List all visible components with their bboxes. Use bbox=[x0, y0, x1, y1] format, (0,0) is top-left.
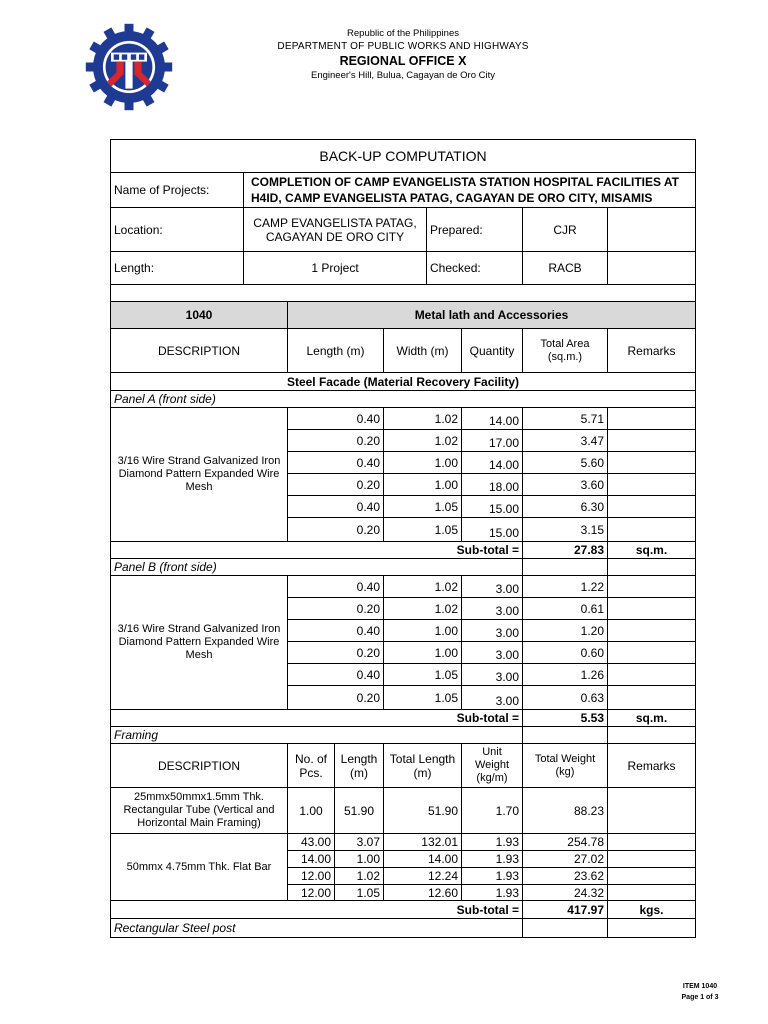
panel-b-qty: 3.00 bbox=[461, 597, 523, 620]
panel-b-remarks bbox=[607, 685, 696, 710]
panel-b-length: 0.20 bbox=[287, 597, 384, 620]
prepared-value: CJR bbox=[522, 207, 608, 252]
panel-b-label: Panel B (front side) bbox=[110, 558, 523, 576]
post-blank bbox=[607, 918, 696, 938]
panel-b-subtotal: 5.53 bbox=[522, 709, 608, 727]
panel-a-qty: 14.00 bbox=[461, 407, 523, 430]
computation-sheet bbox=[110, 139, 696, 939]
tube-unit-weight: 1.70 bbox=[461, 787, 523, 834]
panel-a-length: 0.20 bbox=[287, 517, 384, 542]
flatbar-total-length: 14.00 bbox=[383, 850, 462, 868]
flatbar-pcs: 12.00 bbox=[287, 867, 335, 885]
panel-b-qty: 3.00 bbox=[461, 685, 523, 710]
flatbar-pcs: 14.00 bbox=[287, 850, 335, 868]
section-title: Steel Facade (Material Recovery Facility) bbox=[110, 372, 696, 391]
panel-a-remarks bbox=[607, 451, 696, 474]
panel-b-description: 3/16 Wire Strand Galvanized Iron Diamond Pattern Expanded Wire Mesh bbox=[110, 575, 288, 710]
panel-a-remarks bbox=[607, 429, 696, 452]
flatbar-description: 50mmx 4.75mm Thk. Flat Bar bbox=[110, 833, 288, 901]
framing-subtotal: 417.97 bbox=[522, 900, 608, 919]
tube-total-weight: 88.23 bbox=[522, 787, 608, 834]
location-value: CAMP EVANGELISTA PATAG, CAGAYAN DE ORO CITY bbox=[243, 207, 427, 252]
panel-b-area: 0.60 bbox=[522, 641, 608, 664]
panel-b-area: 1.26 bbox=[522, 663, 608, 686]
panel-a-qty: 14.00 bbox=[461, 451, 523, 474]
framing-label-blank bbox=[607, 726, 696, 744]
panel-b-width: 1.00 bbox=[383, 619, 462, 642]
panel-b-qty: 3.00 bbox=[461, 575, 523, 598]
panel-b-length: 0.40 bbox=[287, 619, 384, 642]
letterhead bbox=[230, 28, 576, 82]
panel-b-length: 0.20 bbox=[287, 685, 384, 710]
prepared-label: Prepared: bbox=[426, 207, 523, 252]
framing-col-total-length: Total Length (m) bbox=[383, 743, 462, 788]
flatbar-length: 1.02 bbox=[334, 867, 384, 885]
panel-a-width: 1.05 bbox=[383, 495, 462, 518]
footer-item: ITEM 1040 bbox=[682, 983, 718, 990]
col-remarks: Remarks bbox=[607, 328, 696, 373]
panel-a-length: 0.20 bbox=[287, 429, 384, 452]
panel-b-remarks bbox=[607, 619, 696, 642]
name-label: Name of Projects: bbox=[110, 172, 244, 208]
framing-label-blank bbox=[522, 726, 608, 744]
flatbar-pcs: 12.00 bbox=[287, 884, 335, 901]
panel-a-description: 3/16 Wire Strand Galvanized Iron Diamond Pattern Expanded Wire Mesh bbox=[110, 407, 288, 542]
checked-label: Checked: bbox=[426, 251, 523, 285]
spacer-row bbox=[110, 284, 696, 302]
framing-col-unit-weight: Unit Weight (kg/m) bbox=[461, 743, 523, 788]
flatbar-unit-weight: 1.93 bbox=[461, 833, 523, 851]
flatbar-length: 1.00 bbox=[334, 850, 384, 868]
flatbar-remarks bbox=[607, 884, 696, 901]
flatbar-total-length: 12.24 bbox=[383, 867, 462, 885]
panel-a-qty: 15.00 bbox=[461, 495, 523, 518]
tube-total-length: 51.90 bbox=[383, 787, 462, 834]
panel-a-width: 1.02 bbox=[383, 429, 462, 452]
panel-b-width: 1.00 bbox=[383, 641, 462, 664]
col-length: Length (m) bbox=[287, 328, 384, 373]
flatbar-total-weight: 254.78 bbox=[522, 833, 608, 851]
project-name: COMPLETION OF CAMP EVANGELISTA STATION HOSPITAL FACILITIES AT H4ID, CAMP EVANGELISTA PATAG, CAGAYAN DE ORO CITY, MISAMIS bbox=[243, 172, 696, 208]
flatbar-remarks bbox=[607, 850, 696, 868]
flatbar-unit-weight: 1.93 bbox=[461, 884, 523, 901]
panel-b-qty: 3.00 bbox=[461, 641, 523, 664]
panel-a-width: 1.05 bbox=[383, 517, 462, 542]
panel-a-remarks bbox=[607, 495, 696, 518]
panel-a-subtotal: 27.83 bbox=[522, 541, 608, 559]
panel-a-length: 0.40 bbox=[287, 451, 384, 474]
panel-b-width: 1.02 bbox=[383, 575, 462, 598]
framing-col-pcs: No. of Pcs. bbox=[287, 743, 335, 788]
flatbar-total-length: 12.60 bbox=[383, 884, 462, 901]
panel-b-area: 0.63 bbox=[522, 685, 608, 710]
flatbar-length: 3.07 bbox=[334, 833, 384, 851]
page-footer bbox=[670, 981, 730, 1003]
item-code: 1040 bbox=[110, 301, 288, 329]
flatbar-unit-weight: 1.93 bbox=[461, 867, 523, 885]
prepared-extra bbox=[607, 207, 696, 252]
panel-a-width: 1.00 bbox=[383, 473, 462, 496]
panel-a-length: 0.40 bbox=[287, 407, 384, 430]
panel-a-area: 3.15 bbox=[522, 517, 608, 542]
col-width: Width (m) bbox=[383, 328, 462, 373]
flatbar-total-weight: 24.32 bbox=[522, 884, 608, 901]
flatbar-length: 1.05 bbox=[334, 884, 384, 901]
tube-remarks bbox=[607, 787, 696, 834]
panel-b-width: 1.05 bbox=[383, 685, 462, 710]
panel-a-remarks bbox=[607, 473, 696, 496]
panel-b-length: 0.40 bbox=[287, 575, 384, 598]
panel-b-width: 1.05 bbox=[383, 663, 462, 686]
panel-a-area: 3.60 bbox=[522, 473, 608, 496]
framing-unit: kgs. bbox=[607, 900, 696, 919]
panel-a-area: 6.30 bbox=[522, 495, 608, 518]
panel-a-remarks bbox=[607, 407, 696, 430]
flatbar-unit-weight: 1.93 bbox=[461, 850, 523, 868]
post-label: Rectangular Steel post bbox=[110, 918, 523, 938]
panel-b-length: 0.20 bbox=[287, 641, 384, 664]
panel-a-unit: sq.m. bbox=[607, 541, 696, 559]
flatbar-total-weight: 27.02 bbox=[522, 850, 608, 868]
flatbar-remarks bbox=[607, 833, 696, 851]
col-quantity: Quantity bbox=[461, 328, 523, 373]
panel-b-width: 1.02 bbox=[383, 597, 462, 620]
framing-col-remarks: Remarks bbox=[607, 743, 696, 788]
length-value: 1 Project bbox=[243, 251, 427, 285]
post-blank bbox=[522, 918, 608, 938]
panel-b-length: 0.40 bbox=[287, 663, 384, 686]
panel-b-area: 1.22 bbox=[522, 575, 608, 598]
department-text: DEPARTMENT OF PUBLIC WORKS AND HIGHWAYS bbox=[277, 41, 529, 52]
panel-b-qty: 3.00 bbox=[461, 663, 523, 686]
panel-b-area: 0.61 bbox=[522, 597, 608, 620]
panel-a-length: 0.40 bbox=[287, 495, 384, 518]
location-label: Location: bbox=[110, 207, 244, 252]
republic-text: Republic of the Philippines bbox=[347, 28, 459, 39]
panel-a-width: 1.00 bbox=[383, 451, 462, 474]
tube-description: 25mmx50mmx1.5mm Thk. Rectangular Tube (Vertical and Horizontal Main Framing) bbox=[110, 787, 288, 834]
panel-a-width: 1.02 bbox=[383, 407, 462, 430]
panel-b-remarks bbox=[607, 663, 696, 686]
col-total-area: Total Area (sq.m.) bbox=[522, 328, 608, 373]
tube-length: 51.90 bbox=[334, 787, 384, 834]
address-text: Engineer's Hill, Bulua, Cagayan de Oro City bbox=[311, 70, 495, 81]
panel-b-remarks bbox=[607, 597, 696, 620]
flatbar-total-length: 132.01 bbox=[383, 833, 462, 851]
panel-a-qty: 15.00 bbox=[461, 517, 523, 542]
panel-b-label-blank bbox=[607, 558, 696, 576]
framing-subtotal-label: Sub-total = bbox=[110, 900, 523, 919]
panel-a-length: 0.20 bbox=[287, 473, 384, 496]
col-description: DESCRIPTION bbox=[110, 328, 288, 373]
framing-label: Framing bbox=[110, 726, 523, 744]
panel-a-area: 5.71 bbox=[522, 407, 608, 430]
panel-b-qty: 3.00 bbox=[461, 619, 523, 642]
flatbar-pcs: 43.00 bbox=[287, 833, 335, 851]
panel-a-subtotal-label: Sub-total = bbox=[110, 541, 523, 559]
panel-b-area: 1.20 bbox=[522, 619, 608, 642]
checked-value: RACB bbox=[522, 251, 608, 285]
panel-a-label: Panel A (front side) bbox=[110, 390, 696, 408]
panel-a-remarks bbox=[607, 517, 696, 542]
panel-b-label-blank bbox=[522, 558, 608, 576]
panel-b-unit: sq.m. bbox=[607, 709, 696, 727]
office-text: REGIONAL OFFICE X bbox=[339, 54, 467, 68]
panel-b-subtotal-label: Sub-total = bbox=[110, 709, 523, 727]
tube-pcs: 1.00 bbox=[287, 787, 335, 834]
checked-extra bbox=[607, 251, 696, 285]
footer-page: Page 1 of 3 bbox=[681, 994, 719, 1001]
panel-b-remarks bbox=[607, 641, 696, 664]
framing-col-total-weight: Total Weight (kg) bbox=[522, 743, 608, 788]
sheet-title: BACK-UP COMPUTATION bbox=[110, 139, 696, 173]
flatbar-remarks bbox=[607, 867, 696, 885]
panel-a-qty: 17.00 bbox=[461, 429, 523, 452]
panel-a-area: 3.47 bbox=[522, 429, 608, 452]
length-label: Length: bbox=[110, 251, 244, 285]
flatbar-total-weight: 23.62 bbox=[522, 867, 608, 885]
dpwh-logo bbox=[84, 22, 174, 112]
panel-b-remarks bbox=[607, 575, 696, 598]
framing-col-length: Length (m) bbox=[334, 743, 384, 788]
framing-col-description: DESCRIPTION bbox=[110, 743, 288, 788]
panel-a-qty: 18.00 bbox=[461, 473, 523, 496]
panel-a-area: 5.60 bbox=[522, 451, 608, 474]
item-name: Metal lath and Accessories bbox=[287, 301, 696, 329]
